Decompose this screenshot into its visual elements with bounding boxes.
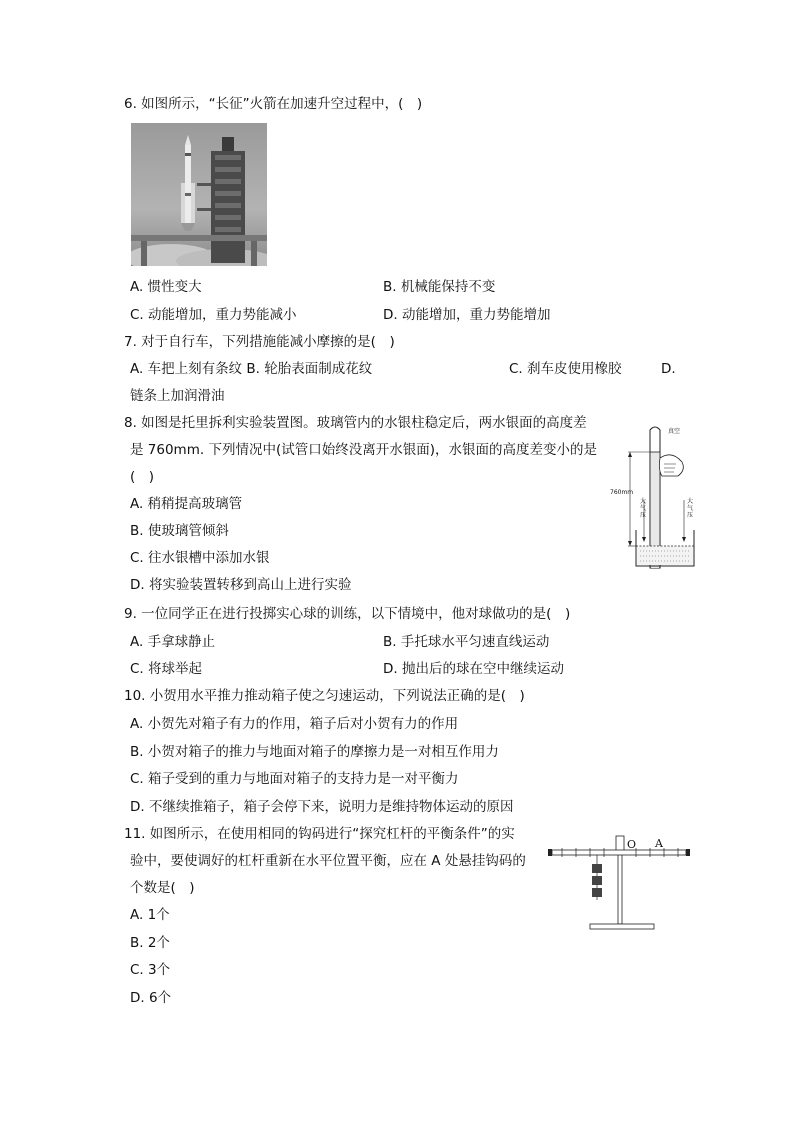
q10-option-b: B. 小贺对箱子的推力与地面对箱子的摩擦力是一对相互作用力 <box>130 744 499 760</box>
q6-option-d: D. 动能增加，重力势能增加 <box>383 307 551 323</box>
q10-option-a: A. 小贺先对箱子有力的作用，箱子后对小贺有力的作用 <box>130 716 459 732</box>
q6-stem: 6. 如图所示，“长征”火箭在加速升空过程中，( ) <box>124 96 423 112</box>
q7-stem: 7. 对于自行车，下列措施能减小摩擦的是( ) <box>124 334 395 350</box>
q9-option-d: D. 抛出后的球在空中继续运动 <box>383 661 564 677</box>
q11-option-c: C. 3个 <box>130 962 171 978</box>
q7-option-d-label: D. <box>661 361 676 377</box>
point-a-label: A <box>655 837 663 850</box>
q10-stem: 10. 小贺用水平推力推动箱子使之匀速运动，下列说法正确的是( ) <box>124 688 525 704</box>
torricelli-figure <box>612 420 700 572</box>
air-pressure-right-label: 大气压 <box>687 498 694 519</box>
q8-stem-line1: 8. 如图是托里拆利实验装置图。玻璃管内的水银柱稳定后，两水银面的高度差 <box>124 415 587 431</box>
lever-figure <box>548 830 694 936</box>
q11-option-b: B. 2个 <box>130 935 170 951</box>
height-760mm-label: 760mm <box>610 489 634 496</box>
q6-option-b: B. 机械能保持不变 <box>383 279 496 295</box>
q9-stem: 9. 一位同学正在进行投掷实心球的训练，以下情境中，他对球做功的是( ) <box>124 606 571 622</box>
rocket-photo <box>131 123 267 266</box>
q11-option-d: D. 6个 <box>130 990 172 1006</box>
q9-option-a: A. 手拿球静止 <box>130 634 216 650</box>
q7-options-ab: A. 车把上刻有条纹 B. 轮胎表面制成花纹 <box>130 361 373 377</box>
q8-option-c: C. 往水银槽中添加水银 <box>130 550 270 566</box>
q9-option-b: B. 手托球水平匀速直线运动 <box>383 634 550 650</box>
q6-option-a: A. 惯性变大 <box>130 279 202 295</box>
vacuum-label: 真空 <box>668 428 681 435</box>
q11-stem-line1: 11. 如图所示，在使用相同的钩码进行“探究杠杆的平衡条件”的实 <box>124 826 515 842</box>
q7-option-c: C. 刹车皮使用橡胶 <box>509 361 622 377</box>
q9-option-c: C. 将球举起 <box>130 661 203 677</box>
q7-option-d-text: 链条上加润滑油 <box>130 388 225 404</box>
air-pressure-left-label: 大气压 <box>640 498 647 519</box>
q8-option-b: B. 使玻璃管倾斜 <box>130 523 229 539</box>
q11-option-a: A. 1个 <box>130 907 170 923</box>
q8-stem-line2: 是 760mm. 下列情况中(试管口始终没离开水银面)，水银面的高度差变小的是 <box>130 442 597 458</box>
q8-option-d: D. 将实验装置转移到高山上进行实验 <box>130 577 352 593</box>
q11-stem-line2: 验中，要使调好的杠杆重新在水平位置平衡，应在 A 处悬挂钩码的 <box>130 853 526 869</box>
q6-option-c: C. 动能增加，重力势能减小 <box>130 307 297 323</box>
q8-stem-line3: ( ) <box>130 469 155 485</box>
q11-stem-line3: 个数是( ) <box>130 880 195 896</box>
q8-option-a: A. 稍稍提高玻璃管 <box>130 496 243 512</box>
pivot-o-label: O <box>627 838 637 851</box>
q10-option-c: C. 箱子受到的重力与地面对箱子的支持力是一对平衡力 <box>130 771 459 787</box>
q10-option-d: D. 不继续推箱子，箱子会停下来，说明力是维持物体运动的原因 <box>130 799 514 815</box>
